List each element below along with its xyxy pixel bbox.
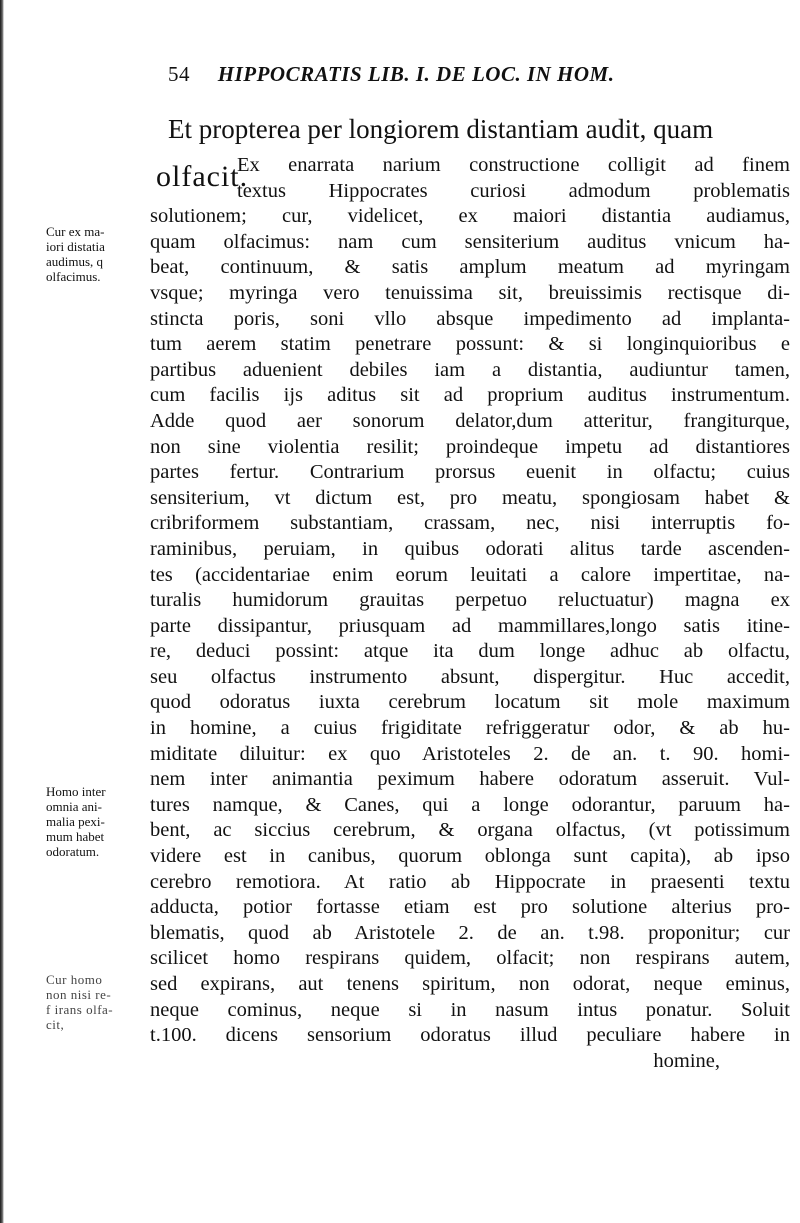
text-line: vsque; myringa vero tenuissima sit, breuissimis rectisque di- xyxy=(150,281,790,304)
text-line: partes fertur. Contrarium prorsus euenit in olfactu; cuius xyxy=(150,461,790,484)
margin-note-line: olfacimus. xyxy=(46,269,101,284)
margin-note-respiration xyxy=(46,972,136,1032)
text-line: raminibus, peruiam, in quibus odorati alitus tarde ascenden- xyxy=(150,537,790,560)
text-line: solutionem; cur, videlicet, ex maiori distantia audiamus, xyxy=(150,205,790,228)
text-line: partibus aduenient debiles iam a distantia, audiuntur tamen, xyxy=(150,358,790,381)
text-line: non sine violentia resilit; proindeque impetu ad distantiores xyxy=(150,435,790,458)
text-line: in homine, a cuius frigiditate refriggeratur odor, & ab hu- xyxy=(150,717,790,740)
lead-word: olfacit. xyxy=(156,160,249,193)
margin-note-homo-odor xyxy=(46,784,136,859)
margin-note-line: Homo inter xyxy=(46,784,106,799)
margin-note-line: omnia ani- xyxy=(46,799,102,814)
text-line: quod odoratus iuxta cerebrum locatum sit mole maximum xyxy=(150,691,790,714)
text-line: neque cominus, neque si in nasum intus ponatur. Soluit xyxy=(150,998,790,1021)
margin-note-line: audimus, q xyxy=(46,254,104,269)
text-line: quam olfacimus: nam cum sensiterium auditus vnicum ha- xyxy=(150,230,790,253)
margin-note-line: non nisi re- xyxy=(46,987,112,1002)
text-line: adducta, potior fortasse etiam est pro solutione alterius pro- xyxy=(150,896,790,919)
margin-note-line: malia pexi- xyxy=(46,814,105,829)
text-line: seu olfactus instrumento absunt, dispergitur. Huc accedit, xyxy=(150,665,790,688)
section-heading: Et propterea per longiorem distantiam audit, quam xyxy=(168,114,714,144)
text-line: Adde quod aer sonorum delator,dum atteritur, frangiturque, xyxy=(150,409,790,432)
margin-note-line: Cur homo xyxy=(46,972,103,987)
text-line: tes (accidentariae enim eorum leuitati a calore impertitae, na- xyxy=(150,563,790,586)
text-line: sed expirans, aut tenens spiritum, non odorat, neque eminus, xyxy=(150,973,790,995)
text-line: bent, ac siccius cerebrum, & organa olfactus, (vt potissimum xyxy=(150,819,790,842)
text-line: t.100. dicens sensorium odoratus illud peculiare habere in xyxy=(150,1024,790,1047)
text-line: blematis, quod ab Aristotele 2. de an. t.98. proponitur; cur xyxy=(150,921,790,944)
text-line: beat, continuum, & satis amplum meatum ad myringam xyxy=(150,256,790,279)
text-line: nem inter animantia peximum habere odoratum asseruit. Vul- xyxy=(150,768,790,791)
running-head xyxy=(168,62,688,87)
margin-note-line: mum habet xyxy=(46,829,105,844)
text-line: parte dissipantur, priusquam ad mammillares,longo satis itine- xyxy=(150,614,790,637)
text-line: textus Hippocrates curiosi admodum problematis xyxy=(237,179,790,202)
text-line: miditate diluitur: ex quo Aristoteles 2. de an. t. 90. homi- xyxy=(150,742,790,765)
text-line: cerebro remotiora. At ratio ab Hippocrate in praesenti textu xyxy=(150,870,790,893)
text-line: sensiterium, vt dictum est, pro meatu, spongiosam habet & xyxy=(150,486,790,509)
catchword: homine, xyxy=(653,1049,720,1072)
text-line: tum aerem statim penetrare possunt: & si longinquioribus e xyxy=(150,333,790,356)
text-line: stincta poris, soni vllo absque impedimento ad implanta- xyxy=(150,307,790,330)
margin-note-distance xyxy=(46,224,136,284)
margin-note-line: Cur ex ma- xyxy=(46,224,105,239)
text-line: scilicet homo respirans quidem, olfacit; non respirans autem, xyxy=(150,947,790,970)
margin-note-line: iori distatia xyxy=(46,239,105,254)
text-line: cribriformem substantiam, crassam, nec, nisi interruptis fo- xyxy=(150,512,790,535)
running-title: HIPPOCRATIS LIB. I. DE LOC. IN HOM. xyxy=(217,62,615,86)
margin-note-line: odoratum. xyxy=(46,844,100,859)
text-line: re, deduci possint: atque ita dum longe adhuc ab olfactu, xyxy=(150,640,790,663)
text-line: tures namque, & Canes, qui a longe odorantur, paruum ha- xyxy=(150,793,790,816)
margin-note-line: cit, xyxy=(46,1017,65,1032)
body-text xyxy=(150,153,790,1074)
text-line: videre est in canibus, quorum oblonga sunt capita), ab ipso xyxy=(150,845,790,868)
page-edge-shadow xyxy=(0,0,4,1223)
text-line: Ex enarrata narium constructione colligit ad finem xyxy=(237,154,790,176)
text-line: turalis humidorum grauitas perpetuo reluctuatur) magna ex xyxy=(150,589,790,612)
margin-note-line: f irans olfa- xyxy=(46,1002,114,1017)
page-number: 54 xyxy=(168,62,190,86)
text-line: cum facilis ijs aditus sit ad proprium auditus instrumentum. xyxy=(150,384,790,407)
